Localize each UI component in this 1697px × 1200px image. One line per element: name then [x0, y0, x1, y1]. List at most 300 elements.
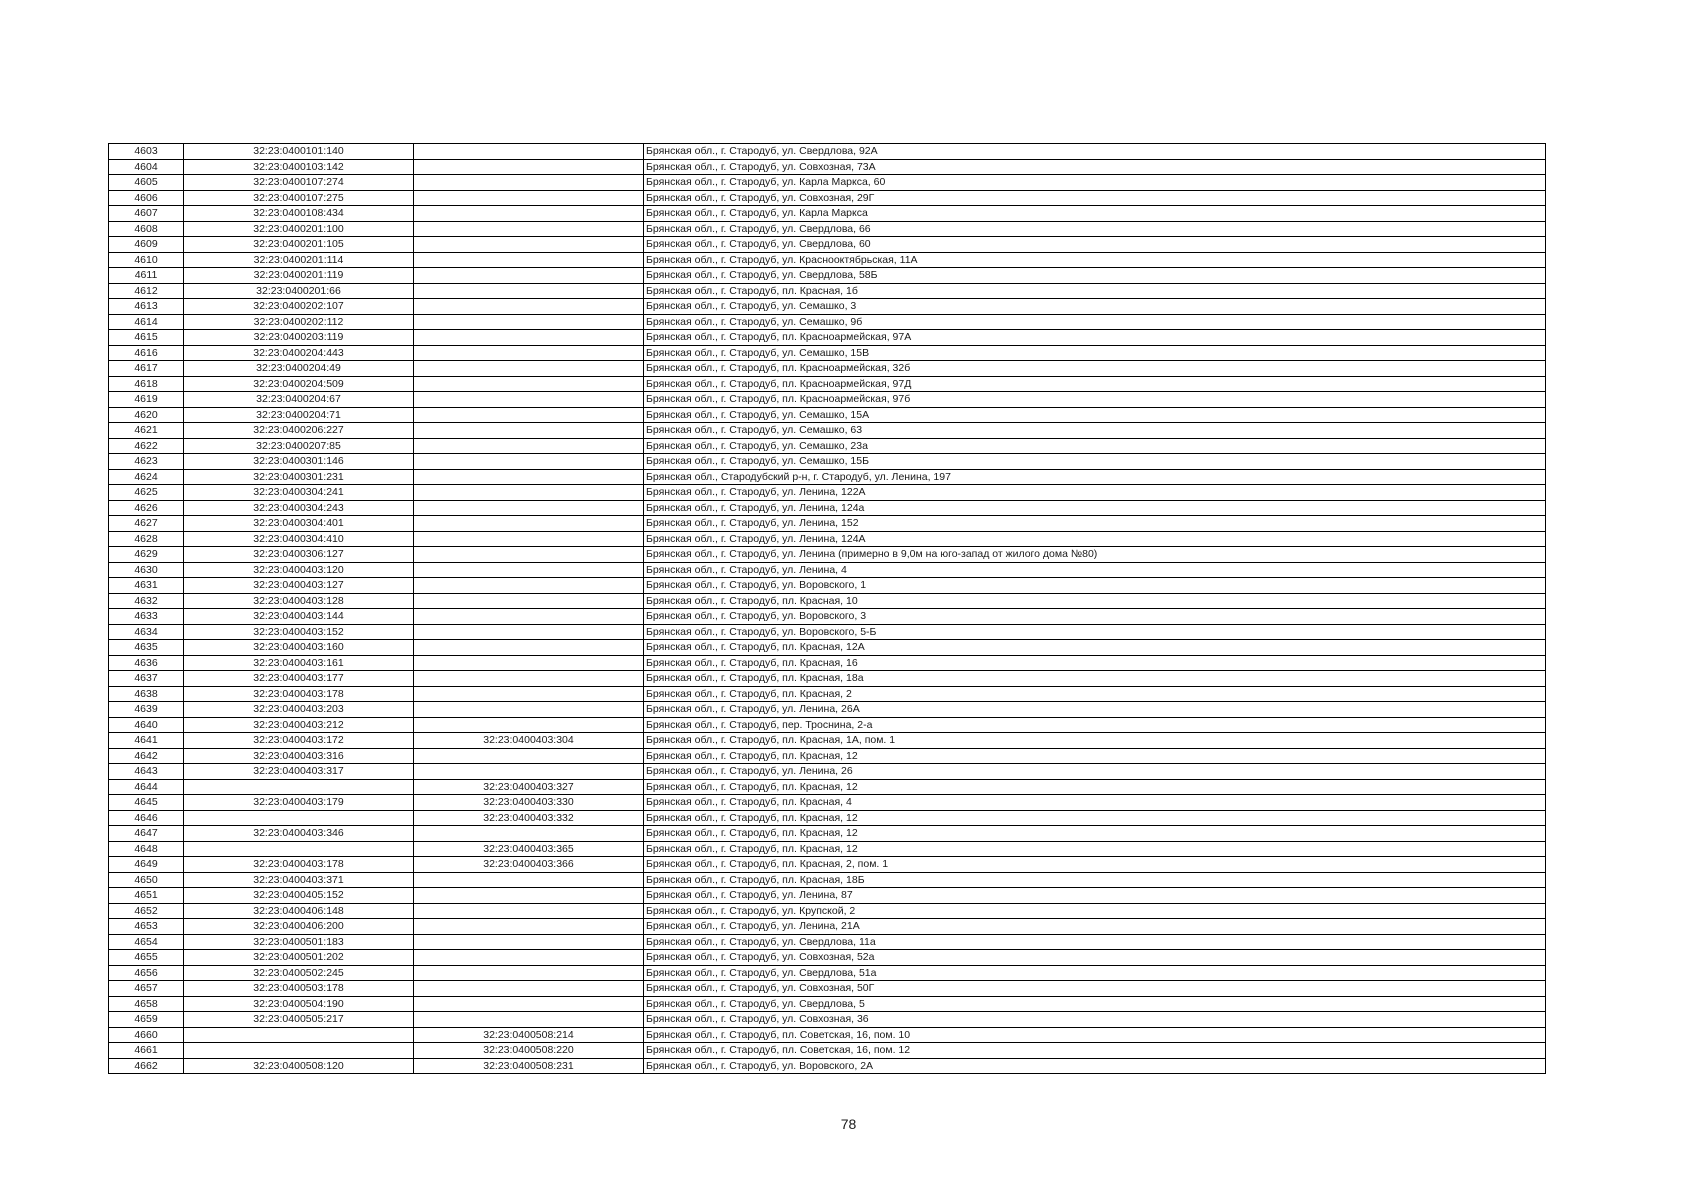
related-cadastral-number-cell — [414, 268, 644, 284]
cadastral-number-cell: 32:23:0400304:243 — [184, 500, 414, 516]
row-number-cell: 4649 — [109, 857, 184, 873]
row-number-cell: 4634 — [109, 624, 184, 640]
row-number-cell: 4660 — [109, 1027, 184, 1043]
cadastral-number-cell: 32:23:0400403:316 — [184, 748, 414, 764]
address-cell: Брянская обл., г. Стародуб, ул. Совхозная, 36 — [644, 1012, 1546, 1028]
row-number-cell: 4658 — [109, 996, 184, 1012]
row-number-cell: 4615 — [109, 330, 184, 346]
cadastral-number-cell: 32:23:0400301:146 — [184, 454, 414, 470]
table-row — [109, 888, 1546, 904]
row-number-cell: 4644 — [109, 779, 184, 795]
address-cell: Брянская обл., г. Стародуб, пл. Красноармейская, 32б — [644, 361, 1546, 377]
related-cadastral-number-cell — [414, 950, 644, 966]
cadastral-number-cell: 32:23:0400201:105 — [184, 237, 414, 253]
address-cell: Брянская обл., г. Стародуб, ул. Воровского, 3 — [644, 609, 1546, 625]
address-cell: Брянская обл., г. Стародуб, ул. Семашко, 15А — [644, 407, 1546, 423]
table-row — [109, 903, 1546, 919]
row-number-cell: 4608 — [109, 221, 184, 237]
row-number-cell: 4611 — [109, 268, 184, 284]
address-cell: Брянская обл., г. Стародуб, пл. Красноармейская, 97А — [644, 330, 1546, 346]
row-number-cell: 4628 — [109, 531, 184, 547]
cadastral-number-cell: 32:23:0400201:66 — [184, 283, 414, 299]
table-row — [109, 1027, 1546, 1043]
cadastral-number-cell: 32:23:0400501:183 — [184, 934, 414, 950]
related-cadastral-number-cell — [414, 547, 644, 563]
table-row — [109, 795, 1546, 811]
related-cadastral-number-cell — [414, 423, 644, 439]
table-row — [109, 268, 1546, 284]
address-cell: Брянская обл., г. Стародуб, пл. Красная, 18а — [644, 671, 1546, 687]
table-row — [109, 764, 1546, 780]
address-cell: Брянская обл., г. Стародуб, пл. Красная, 12 — [644, 810, 1546, 826]
row-number-cell: 4654 — [109, 934, 184, 950]
cadastral-number-cell: 32:23:0400107:274 — [184, 175, 414, 191]
cadastral-number-cell: 32:23:0400101:140 — [184, 144, 414, 160]
row-number-cell: 4624 — [109, 469, 184, 485]
cadastral-number-cell: 32:23:0400403:178 — [184, 857, 414, 873]
table-row — [109, 981, 1546, 997]
address-cell: Брянская обл., г. Стародуб, ул. Свердлова, 51а — [644, 965, 1546, 981]
address-cell: Брянская обл., г. Стародуб, ул. Ленина, 21А — [644, 919, 1546, 935]
table-row — [109, 190, 1546, 206]
row-number-cell: 4607 — [109, 206, 184, 222]
address-cell: Брянская обл., г. Стародуб, ул. Воровского, 2А — [644, 1058, 1546, 1074]
row-number-cell: 4641 — [109, 733, 184, 749]
address-cell: Брянская обл., г. Стародуб, ул. Карла Маркса, 60 — [644, 175, 1546, 191]
table-row — [109, 407, 1546, 423]
related-cadastral-number-cell — [414, 454, 644, 470]
cadastral-number-cell: 32:23:0400504:190 — [184, 996, 414, 1012]
row-number-cell: 4655 — [109, 950, 184, 966]
related-cadastral-number-cell — [414, 485, 644, 501]
cadastral-number-cell: 32:23:0400403:144 — [184, 609, 414, 625]
cadastral-number-cell: 32:23:0400201:119 — [184, 268, 414, 284]
related-cadastral-number-cell — [414, 299, 644, 315]
row-number-cell: 4632 — [109, 593, 184, 609]
address-cell: Брянская обл., г. Стародуб, ул. Ленина (примерно в 9,0м на юго-запад от жилого дома №80) — [644, 547, 1546, 563]
address-cell: Брянская обл., г. Стародуб, ул. Совхозная, 50Г — [644, 981, 1546, 997]
address-cell: Брянская обл., г. Стародуб, ул. Свердлова, 11а — [644, 934, 1546, 950]
row-number-cell: 4647 — [109, 826, 184, 842]
row-number-cell: 4646 — [109, 810, 184, 826]
address-cell: Брянская обл., г. Стародуб, ул. Крупской, 2 — [644, 903, 1546, 919]
address-cell: Брянская обл., г. Стародуб, пл. Красная, 12А — [644, 640, 1546, 656]
table-row — [109, 1058, 1546, 1074]
row-number-cell: 4630 — [109, 562, 184, 578]
cadastral-number-cell: 32:23:0400503:178 — [184, 981, 414, 997]
related-cadastral-number-cell — [414, 888, 644, 904]
address-cell: Брянская обл., г. Стародуб, ул. Свердлова, 5 — [644, 996, 1546, 1012]
table-row — [109, 144, 1546, 160]
related-cadastral-number-cell — [414, 640, 644, 656]
row-number-cell: 4619 — [109, 392, 184, 408]
address-cell: Брянская обл., г. Стародуб, ул. Свердлова, 60 — [644, 237, 1546, 253]
cadastral-number-cell: 32:23:0400505:217 — [184, 1012, 414, 1028]
related-cadastral-number-cell — [414, 469, 644, 485]
related-cadastral-number-cell — [414, 655, 644, 671]
address-cell: Брянская обл., г. Стародуб, ул. Свердлова, 66 — [644, 221, 1546, 237]
row-number-cell: 4645 — [109, 795, 184, 811]
cadastral-number-cell: 32:23:0400501:202 — [184, 950, 414, 966]
row-number-cell: 4637 — [109, 671, 184, 687]
cadastral-number-cell: 32:23:0400204:67 — [184, 392, 414, 408]
cadastral-number-cell: 32:23:0400403:161 — [184, 655, 414, 671]
table-row — [109, 454, 1546, 470]
related-cadastral-number-cell — [414, 702, 644, 718]
row-number-cell: 4613 — [109, 299, 184, 315]
related-cadastral-number-cell — [414, 996, 644, 1012]
address-cell: Брянская обл., г. Стародуб, ул. Семашко, 63 — [644, 423, 1546, 439]
cadastral-number-cell: 32:23:0400204:509 — [184, 376, 414, 392]
table-row — [109, 469, 1546, 485]
address-cell: Брянская обл., г. Стародуб, пл. Красная, 12 — [644, 779, 1546, 795]
row-number-cell: 4650 — [109, 872, 184, 888]
cadastral-number-cell: 32:23:0400202:112 — [184, 314, 414, 330]
table-row — [109, 624, 1546, 640]
table-row — [109, 423, 1546, 439]
row-number-cell: 4625 — [109, 485, 184, 501]
row-number-cell: 4648 — [109, 841, 184, 857]
cadastral-number-cell: 32:23:0400403:346 — [184, 826, 414, 842]
address-cell: Брянская обл., г. Стародуб, ул. Совхозная, 52а — [644, 950, 1546, 966]
address-cell: Брянская обл., г. Стародуб, ул. Семашко, 15Б — [644, 454, 1546, 470]
address-cell: Брянская обл., г. Стародуб, ул. Семашко, 3 — [644, 299, 1546, 315]
related-cadastral-number-cell — [414, 190, 644, 206]
address-cell: Брянская обл., г. Стародуб, пл. Красная, 12 — [644, 748, 1546, 764]
row-number-cell: 4642 — [109, 748, 184, 764]
related-cadastral-number-cell — [414, 252, 644, 268]
address-cell: Брянская обл., г. Стародуб, пл. Советская, 16, пом. 10 — [644, 1027, 1546, 1043]
row-number-cell: 4620 — [109, 407, 184, 423]
cadastral-number-cell: 32:23:0400403:177 — [184, 671, 414, 687]
address-cell: Брянская обл., г. Стародуб, ул. Ленина, 124А — [644, 531, 1546, 547]
cadastral-number-cell: 32:23:0400304:241 — [184, 485, 414, 501]
row-number-cell: 4616 — [109, 345, 184, 361]
table-row — [109, 252, 1546, 268]
related-cadastral-number-cell — [414, 221, 644, 237]
cadastral-number-cell: 32:23:0400108:434 — [184, 206, 414, 222]
table-row — [109, 593, 1546, 609]
table-row — [109, 531, 1546, 547]
related-cadastral-number-cell — [414, 376, 644, 392]
cadastral-number-cell: 32:23:0400202:107 — [184, 299, 414, 315]
related-cadastral-number-cell — [414, 562, 644, 578]
related-cadastral-number-cell — [414, 175, 644, 191]
cadastral-number-cell: 32:23:0400403:160 — [184, 640, 414, 656]
address-cell: Брянская обл., г. Стародуб, ул. Краснооктябрьская, 11А — [644, 252, 1546, 268]
cadastral-number-cell: 32:23:0400204:71 — [184, 407, 414, 423]
related-cadastral-number-cell — [414, 314, 644, 330]
cadastral-number-cell: 32:23:0400403:212 — [184, 717, 414, 733]
address-cell: Брянская обл., г. Стародуб, ул. Ленина, 124а — [644, 500, 1546, 516]
address-cell: Брянская обл., г. Стародуб, ул. Ленина, 87 — [644, 888, 1546, 904]
address-cell: Брянская обл., г. Стародуб, ул. Свердлова, 58Б — [644, 268, 1546, 284]
address-cell: Брянская обл., г. Стародуб, пл. Красная, 1б — [644, 283, 1546, 299]
address-cell: Брянская обл., г. Стародуб, ул. Ленина, 4 — [644, 562, 1546, 578]
row-number-cell: 4657 — [109, 981, 184, 997]
table-row — [109, 841, 1546, 857]
table-row — [109, 950, 1546, 966]
cadastral-number-cell: 32:23:0400502:245 — [184, 965, 414, 981]
table-row — [109, 965, 1546, 981]
address-cell: Брянская обл., г. Стародуб, пл. Красная, 1А, пом. 1 — [644, 733, 1546, 749]
row-number-cell: 4603 — [109, 144, 184, 160]
table-row — [109, 733, 1546, 749]
cadastral-number-cell: 32:23:0400304:410 — [184, 531, 414, 547]
row-number-cell: 4612 — [109, 283, 184, 299]
cadastral-number-cell: 32:23:0400403:128 — [184, 593, 414, 609]
cadastral-number-cell: 32:23:0400403:317 — [184, 764, 414, 780]
table-row — [109, 717, 1546, 733]
row-number-cell: 4638 — [109, 686, 184, 702]
cadastral-number-cell: 32:23:0400403:152 — [184, 624, 414, 640]
address-cell: Брянская обл., г. Стародуб, ул. Ленина, 26А — [644, 702, 1546, 718]
table-row — [109, 702, 1546, 718]
related-cadastral-number-cell — [414, 361, 644, 377]
row-number-cell: 4636 — [109, 655, 184, 671]
table-row — [109, 640, 1546, 656]
cadastral-number-cell — [184, 810, 414, 826]
row-number-cell: 4652 — [109, 903, 184, 919]
related-cadastral-number-cell — [414, 903, 644, 919]
address-cell: Брянская обл., г. Стародуб, ул. Семашко, 9б — [644, 314, 1546, 330]
related-cadastral-number-cell: 32:23:0400403:332 — [414, 810, 644, 826]
table-row — [109, 779, 1546, 795]
related-cadastral-number-cell: 32:23:0400403:330 — [414, 795, 644, 811]
table-row — [109, 686, 1546, 702]
table-row — [109, 857, 1546, 873]
table-row — [109, 516, 1546, 532]
address-cell: Брянская обл., г. Стародуб, пл. Красная, 2, пом. 1 — [644, 857, 1546, 873]
cadastral-number-cell: 32:23:0400204:49 — [184, 361, 414, 377]
cadastral-number-cell: 32:23:0400405:152 — [184, 888, 414, 904]
related-cadastral-number-cell — [414, 965, 644, 981]
table-row — [109, 671, 1546, 687]
related-cadastral-number-cell: 32:23:0400508:214 — [414, 1027, 644, 1043]
row-number-cell: 4631 — [109, 578, 184, 594]
related-cadastral-number-cell: 32:23:0400508:220 — [414, 1043, 644, 1059]
address-cell: Брянская обл., г. Стародуб, ул. Ленина, 152 — [644, 516, 1546, 532]
address-cell: Брянская обл., г. Стародуб, пл. Красная, 16 — [644, 655, 1546, 671]
address-cell: Брянская обл., г. Стародуб, ул. Свердлова, 92А — [644, 144, 1546, 160]
row-number-cell: 4662 — [109, 1058, 184, 1074]
cadastral-number-cell: 32:23:0400403:178 — [184, 686, 414, 702]
related-cadastral-number-cell — [414, 237, 644, 253]
row-number-cell: 4656 — [109, 965, 184, 981]
cadastral-number-cell — [184, 779, 414, 795]
related-cadastral-number-cell: 32:23:0400403:366 — [414, 857, 644, 873]
table-row — [109, 376, 1546, 392]
address-cell: Брянская обл., Стародубский р-н, г. Стародуб, ул. Ленина, 197 — [644, 469, 1546, 485]
related-cadastral-number-cell — [414, 159, 644, 175]
register-body — [109, 144, 1546, 1074]
related-cadastral-number-cell — [414, 438, 644, 454]
table-row — [109, 485, 1546, 501]
related-cadastral-number-cell — [414, 531, 644, 547]
cadastral-number-cell: 32:23:0400403:203 — [184, 702, 414, 718]
related-cadastral-number-cell — [414, 717, 644, 733]
table-row — [109, 314, 1546, 330]
address-cell: Брянская обл., г. Стародуб, ул. Воровского, 5-Б — [644, 624, 1546, 640]
cadastral-number-cell: 32:23:0400406:200 — [184, 919, 414, 935]
cadastral-number-cell — [184, 1043, 414, 1059]
related-cadastral-number-cell — [414, 578, 644, 594]
related-cadastral-number-cell — [414, 500, 644, 516]
table-row — [109, 547, 1546, 563]
address-cell: Брянская обл., г. Стародуб, ул. Семашко, 23а — [644, 438, 1546, 454]
address-cell: Брянская обл., г. Стародуб, пл. Красноармейская, 97Д — [644, 376, 1546, 392]
table-row — [109, 330, 1546, 346]
table-row — [109, 934, 1546, 950]
table-row — [109, 361, 1546, 377]
cadastral-number-cell: 32:23:0400107:275 — [184, 190, 414, 206]
address-cell: Брянская обл., г. Стародуб, пл. Красная, 12 — [644, 826, 1546, 842]
related-cadastral-number-cell — [414, 1012, 644, 1028]
cadastral-number-cell: 32:23:0400206:227 — [184, 423, 414, 439]
address-cell: Брянская обл., г. Стародуб, пл. Красная, 4 — [644, 795, 1546, 811]
table-row — [109, 175, 1546, 191]
address-cell: Брянская обл., г. Стародуб, ул. Воровского, 1 — [644, 578, 1546, 594]
related-cadastral-number-cell — [414, 872, 644, 888]
cadastral-number-cell — [184, 841, 414, 857]
row-number-cell: 4623 — [109, 454, 184, 470]
row-number-cell: 4633 — [109, 609, 184, 625]
row-number-cell: 4606 — [109, 190, 184, 206]
row-number-cell: 4626 — [109, 500, 184, 516]
related-cadastral-number-cell — [414, 593, 644, 609]
row-number-cell: 4629 — [109, 547, 184, 563]
cadastral-number-cell: 32:23:0400403:172 — [184, 733, 414, 749]
row-number-cell: 4604 — [109, 159, 184, 175]
table-row — [109, 562, 1546, 578]
related-cadastral-number-cell — [414, 144, 644, 160]
row-number-cell: 4659 — [109, 1012, 184, 1028]
address-cell: Брянская обл., г. Стародуб, пл. Красная, 18Б — [644, 872, 1546, 888]
row-number-cell: 4639 — [109, 702, 184, 718]
related-cadastral-number-cell — [414, 392, 644, 408]
address-cell: Брянская обл., г. Стародуб, пер. Троснина, 2-а — [644, 717, 1546, 733]
related-cadastral-number-cell: 32:23:0400403:365 — [414, 841, 644, 857]
table-row — [109, 872, 1546, 888]
related-cadastral-number-cell — [414, 407, 644, 423]
related-cadastral-number-cell — [414, 330, 644, 346]
table-row — [109, 159, 1546, 175]
table-row — [109, 826, 1546, 842]
related-cadastral-number-cell — [414, 934, 644, 950]
cadastral-number-cell — [184, 1027, 414, 1043]
table-row — [109, 345, 1546, 361]
address-cell: Брянская обл., г. Стародуб, ул. Ленина, 122А — [644, 485, 1546, 501]
table-row — [109, 500, 1546, 516]
table-row — [109, 206, 1546, 222]
cadastral-number-cell: 32:23:0400304:401 — [184, 516, 414, 532]
address-cell: Брянская обл., г. Стародуб, ул. Совхозная, 29Г — [644, 190, 1546, 206]
address-cell: Брянская обл., г. Стародуб, ул. Семашко, 15В — [644, 345, 1546, 361]
related-cadastral-number-cell — [414, 748, 644, 764]
table-row — [109, 438, 1546, 454]
table-row — [109, 578, 1546, 594]
cadastral-number-cell: 32:23:0400201:114 — [184, 252, 414, 268]
row-number-cell: 4610 — [109, 252, 184, 268]
table-row — [109, 919, 1546, 935]
row-number-cell: 4622 — [109, 438, 184, 454]
register-table — [108, 143, 1546, 1074]
related-cadastral-number-cell — [414, 516, 644, 532]
related-cadastral-number-cell — [414, 609, 644, 625]
page-number: 78 — [840, 1116, 857, 1132]
table-row — [109, 1012, 1546, 1028]
row-number-cell: 4651 — [109, 888, 184, 904]
address-cell: Брянская обл., г. Стародуб, пл. Красная, 2 — [644, 686, 1546, 702]
address-cell: Брянская обл., г. Стародуб, пл. Красная, 10 — [644, 593, 1546, 609]
row-number-cell: 4661 — [109, 1043, 184, 1059]
related-cadastral-number-cell: 32:23:0400403:327 — [414, 779, 644, 795]
related-cadastral-number-cell — [414, 919, 644, 935]
address-cell: Брянская обл., г. Стародуб, пл. Красноармейская, 97б — [644, 392, 1546, 408]
table-row — [109, 655, 1546, 671]
table-row — [109, 221, 1546, 237]
related-cadastral-number-cell — [414, 671, 644, 687]
table-row — [109, 996, 1546, 1012]
row-number-cell: 4621 — [109, 423, 184, 439]
related-cadastral-number-cell — [414, 764, 644, 780]
cadastral-number-cell: 32:23:0400207:85 — [184, 438, 414, 454]
cadastral-number-cell: 32:23:0400403:371 — [184, 872, 414, 888]
row-number-cell: 4609 — [109, 237, 184, 253]
row-number-cell: 4635 — [109, 640, 184, 656]
cadastral-number-cell: 32:23:0400306:127 — [184, 547, 414, 563]
row-number-cell: 4653 — [109, 919, 184, 935]
cadastral-number-cell: 32:23:0400204:443 — [184, 345, 414, 361]
cadastral-number-cell: 32:23:0400201:100 — [184, 221, 414, 237]
cadastral-number-cell: 32:23:0400403:179 — [184, 795, 414, 811]
cadastral-number-cell: 32:23:0400508:120 — [184, 1058, 414, 1074]
row-number-cell: 4640 — [109, 717, 184, 733]
row-number-cell: 4617 — [109, 361, 184, 377]
table-row — [109, 810, 1546, 826]
table-row — [109, 299, 1546, 315]
related-cadastral-number-cell — [414, 624, 644, 640]
row-number-cell: 4605 — [109, 175, 184, 191]
related-cadastral-number-cell — [414, 686, 644, 702]
address-cell: Брянская обл., г. Стародуб, ул. Ленина, 26 — [644, 764, 1546, 780]
cadastral-number-cell: 32:23:0400403:120 — [184, 562, 414, 578]
cadastral-number-cell: 32:23:0400403:127 — [184, 578, 414, 594]
address-cell: Брянская обл., г. Стародуб, ул. Карла Маркса — [644, 206, 1546, 222]
row-number-cell: 4618 — [109, 376, 184, 392]
row-number-cell: 4643 — [109, 764, 184, 780]
related-cadastral-number-cell — [414, 345, 644, 361]
table-row — [109, 1043, 1546, 1059]
cadastral-number-cell: 32:23:0400406:148 — [184, 903, 414, 919]
related-cadastral-number-cell — [414, 826, 644, 842]
address-cell: Брянская обл., г. Стародуб, ул. Совхозная, 73А — [644, 159, 1546, 175]
address-cell: Брянская обл., г. Стародуб, пл. Красная, 12 — [644, 841, 1546, 857]
related-cadastral-number-cell — [414, 981, 644, 997]
related-cadastral-number-cell — [414, 206, 644, 222]
cadastral-number-cell: 32:23:0400103:142 — [184, 159, 414, 175]
address-cell: Брянская обл., г. Стародуб, пл. Советская, 16, пом. 12 — [644, 1043, 1546, 1059]
table-row — [109, 283, 1546, 299]
cadastral-number-cell: 32:23:0400203:119 — [184, 330, 414, 346]
related-cadastral-number-cell: 32:23:0400403:304 — [414, 733, 644, 749]
table-row — [109, 748, 1546, 764]
row-number-cell: 4614 — [109, 314, 184, 330]
related-cadastral-number-cell — [414, 283, 644, 299]
cadastral-number-cell: 32:23:0400301:231 — [184, 469, 414, 485]
row-number-cell: 4627 — [109, 516, 184, 532]
related-cadastral-number-cell: 32:23:0400508:231 — [414, 1058, 644, 1074]
